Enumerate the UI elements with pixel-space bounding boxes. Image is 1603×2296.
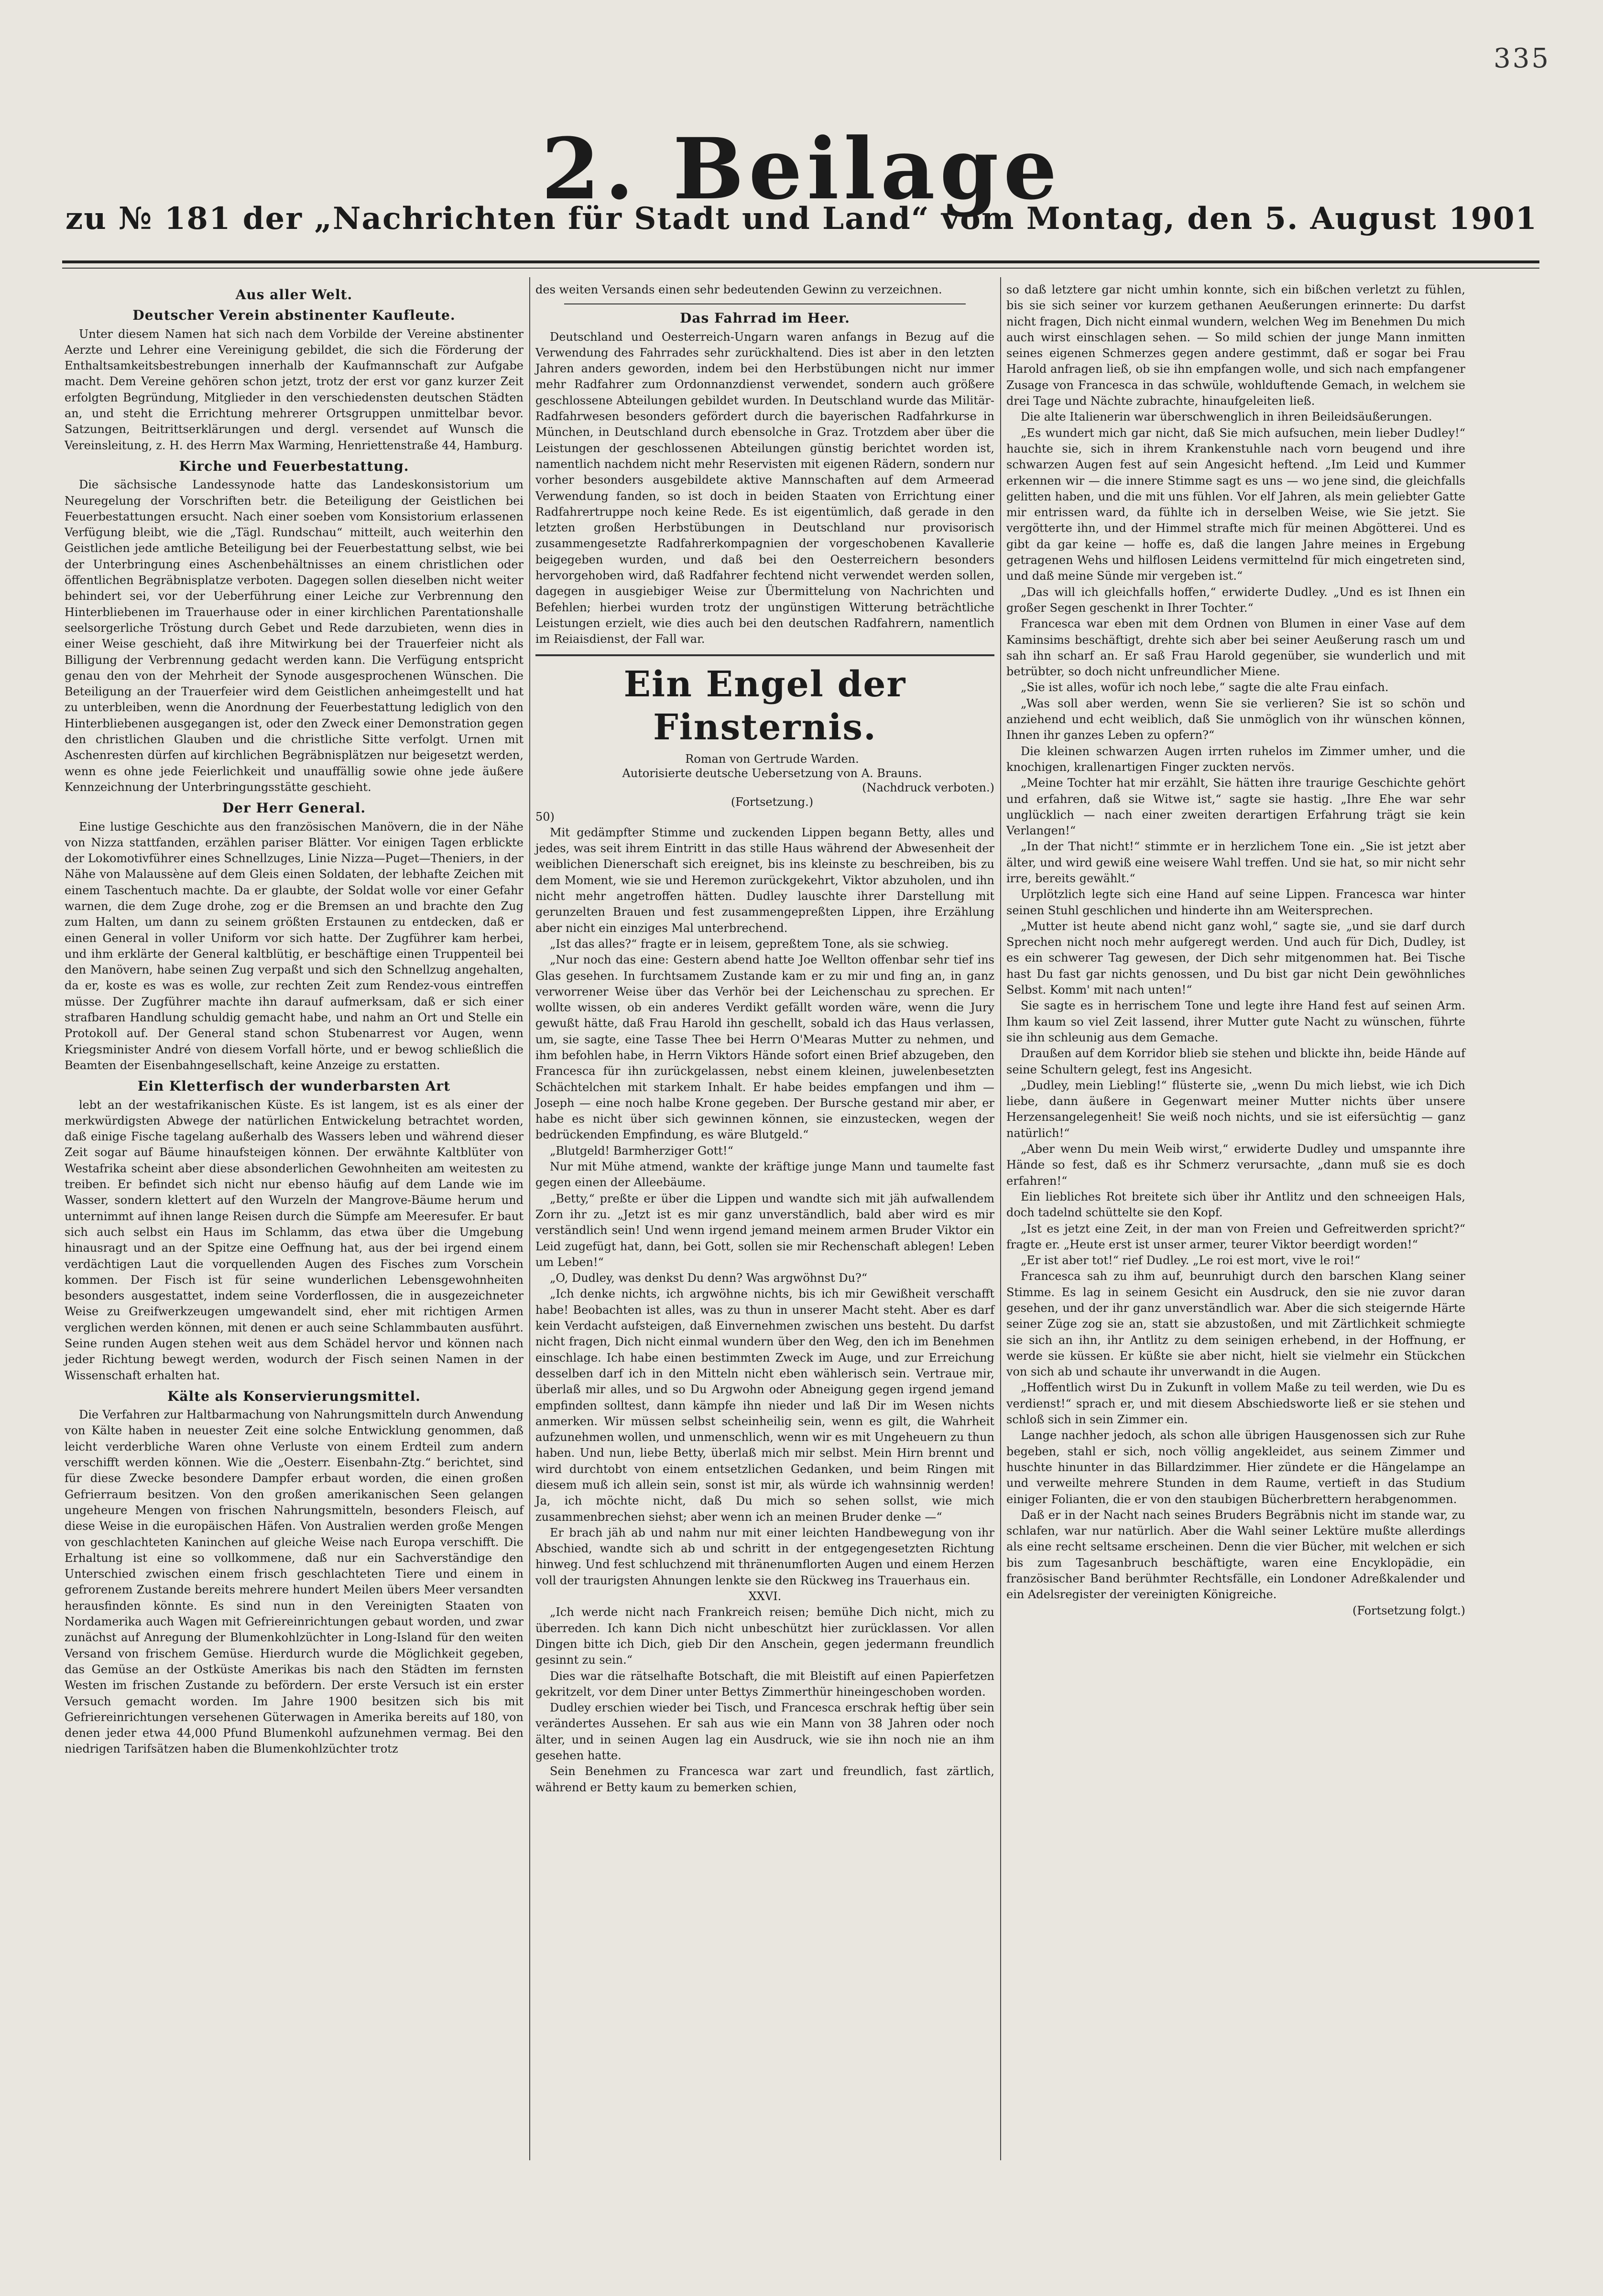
novel-paragraph: „Aber wenn Du mein Weib wirst,“ erwiderte Dudley und umspannte ihre Hände so fest, daß es ihr Schmerz verursachte, „dann muß sie es doch erfahren!“ <box>1006 1142 1465 1188</box>
separator <box>564 303 966 304</box>
article-text: Die sächsische Landessynode hatte das Landeskonsistorium um Neuregelung der Vorschriften betr. die Beteiligung der Geistlichen bei Feuerbestattungen ersucht. Nach einer soeben vom Konsistorium erlassenen Verfügung bleibt, wie die „Tägl. Rundschau“ mitteilt, auch weiterhin den Geistlichen jede amtliche Beteiligung bei der Feuerbestattung selbst, wie bei der Unterbringung eines Aschenbehältnisses an einem christlichen oder öffentlichen Begräbnisplatze verboten. Dagegen sollen dieselben nicht weiter behindert sei, vor der Ueberführung einer Leiche zur Verbrennung den Hinterbliebenen im Trauerhause oder in einer kirchlichen Parentationshalle seelsorgerliche Tröstung durch Gebet und Rede darzubieten, wenn dies in einer Weise geschieht, daß ihre Mitwirkung bei der Trauerfeier nicht als Billigung der Verbrennung gedacht werden kann. Die Verfügung entspricht genau den von der Mehrheit der Synode ausgesprochenen Wünschen. Die Beteiligung an der Trauerfeier wird dem Geistlichen anheimgestellt und hat zu unterbleiben, wenn die Anordnung der Feuerbestattung lediglich von den Hinterbliebenen ausgegangen ist, oder den Zweck einer Demonstration gegen den christlichen Glauben und die christliche Sitte verfolgt. Urnen mit Aschenresten dürfen auf kirchlichen Begräbnisplätzen nur beigesetzt werden, wenn es ohne jede Feierlichkeit und unauffällig sowie ohne jede äußere Kennzeichnung der Unterbringungsstätte geschieht. <box>65 478 523 794</box>
novel-paragraph: „Ich werde nicht nach Frankreich reisen; bemühe Dich nicht, mich zu überreden. Ich kann Dich nicht unbeschützt hier zurücklassen. Vor allen Dingen bitte ich Dich, gieb Dir den Anschein, gegen jedermann freundlich gesinnt zu sein.“ <box>535 1605 994 1667</box>
issue-line: zu № 181 der „Nachrichten für Stadt und Land“ vom Montag, den 5. August 1901 <box>65 201 1538 237</box>
column-1 <box>65 282 523 2098</box>
article-text: Deutschland und Oesterreich-Ungarn waren anfangs in Bezug auf die Verwendung des Fahrrades sehr zurückhaltend. Dies ist aber in den letzten Jahren anders geworden, indem bei den Herbstübungen nicht nur immer mehr Radfahrer zum Ordonnanzdienst verwendet, sondern auch größere geschlossene Abteilungen gebildet wurden. In Deutschland wurde das Militär-Radfahrwesen besonders gefördert durch die bayerischen Radfahrkurse in München, in Deutschland durch ebensolche in Graz. Trotzdem aber über die Leistungen der geschlossenen Abteilungen günstig berichtet worden ist, namentlich nachdem nicht mehr Reservisten mit eigenen Rädern, sondern nur vorher besonders ausgebildete aktive Mannschaften auf dem Armeerad Verwendung fanden, so ist doch in beiden Staaten von Errichtung einer Radfahrertruppe noch keine Rede. Es ist eigentümlich, daß gerade in den letzten großen Herbstübungen in Deutschland nur provisorisch zusammengesetzte Radfahrerkompagnien der vorgeschobenen Kavallerie beigegeben wurden, und daß bei den Oesterreichern besonders hervorgehoben wird, daß Radfahrer fechtend nicht verwendet werden sollen, dagegen in ausgiebiger Weise zur Übermittelung von Nachrichten und Befehlen; hierbei wurden trotz der ungünstigen Witterung beträchtliche Leistungen erzielt, wie dies auch bei den deutschen Radfahrern, namentlich im Reiaisdienst, der Fall war. <box>535 330 994 646</box>
novel-paragraph: „Sie ist alles, wofür ich noch lebe,“ sagte die alte Frau einfach. <box>1021 681 1389 694</box>
article-title: Das Fahrrad im Heer. <box>680 310 850 326</box>
novel-paragraph: Ein liebliches Rot breitete sich über ihr Antlitz und den schneeigen Hals, doch tadelnd schüttelte sie den Kopf. <box>1006 1190 1465 1220</box>
supplement-title: 2. Beilage <box>541 119 1062 218</box>
chapter-heading: XXVI. <box>748 1590 782 1603</box>
article-continuation: des weiten Versands einen sehr bedeutenden Gewinn zu verzeichnen. <box>535 283 942 296</box>
column-2 <box>535 282 994 1796</box>
novel-paragraph: Dudley erschien wieder bei Tisch, und Francesca erschrak heftig über sein verändertes Aussehen. Er sah aus wie ein Mann von 38 Jahren oder noch älter, und in seinen Augen lag ein Ausdruck, wie sie ihn noch nie an ihm gesehen hatte. <box>535 1701 994 1763</box>
novel-paragraph: Draußen auf dem Korridor blieb sie stehen und blickte ihn, beide Hände auf seine Schultern gelegt, fest ins Angesicht. <box>1006 1047 1465 1076</box>
section-title: Aus aller Welt. <box>235 287 353 303</box>
novel-paragraph: „Das will ich gleichfalls hoffen,“ erwiderte Dudley. „Und es ist Ihnen ein großer Segen geschenkt in Ihrer Tochter.“ <box>1006 585 1465 615</box>
novel-paragraph: Dies war die rätselhafte Botschaft, die mit Bleistift auf einen Papierfetzen gekritzelt, vor dem Diner unter Bettys Zimmerthür hineingeschoben worden. <box>535 1669 994 1699</box>
novel-paragraph: Die kleinen schwarzen Augen irrten ruhelos im Zimmer umher, und die knochigen, krallenartigen Finger zuckten nervös. <box>1006 744 1465 774</box>
novel-paragraph: „Er ist aber tot!“ rief Dudley. „Le roi est mort, vive le roi!“ <box>1021 1254 1361 1267</box>
article-title: Der Herr General. <box>222 800 366 816</box>
novel-paragraph: Die alte Italienerin war überschwenglich in ihren Beileidsäußerungen. <box>1021 410 1432 424</box>
novel-paragraph: Francesca sah zu ihm auf, beunruhigt durch den barschen Klang seiner Stimme. Es lag in seinem Gesicht ein Ausdruck, den sie nie zuvor daran gesehen, und der ihr ganz unverständlich war. Aber die sich steigernde Härte seiner Züge zog sie an, statt sie abzustoßen, und mit Zärtlichkeit schmiegte sie sich an ihn, ihr Antlitz zu dem seinigen erhebend, in der Hoffnung, er werde sie küssen. Er küßte sie aber nicht, hielt sie vielmehr ein Stückchen von sich ab und schaute ihr unverwandt in die Augen. <box>1006 1269 1465 1379</box>
article-title: Ein Kletterfisch der wunderbarsten Art <box>137 1078 451 1094</box>
novel-paragraph: „Was soll aber werden, wenn Sie sie verlieren? Sie ist so schön und anziehend und echt weiblich, daß Sie unmöglich von ihr wünschen können, Ihnen ihr ganzes Leben zu opfern?“ <box>1006 696 1465 742</box>
novel-paragraph: Mit gedämpfter Stimme und zuckenden Lippen begann Betty, alles und jedes, was seit ihrem Eintritt in das stille Haus während der Abwesenheit der weiblichen Dienerschaft sich ereignet, bis ins kleinste zu beschreiben, bis zu dem Moment, wie sie und Heremon zurückgekehrt, Viktor abzuholen, und ihn nicht mehr angetroffen hätten. Dudley lauschte ihrer Darstellung mit gerunzelten Brauen und fest zusammengepreßten Lippen, ihre Erzählung aber nicht ein einziges Mal unterbrechend. <box>535 825 994 935</box>
novel-translator: Autorisierte deutsche Uebersetzung von A. Brauns. <box>622 766 922 780</box>
reprint-notice: (Nachdruck verboten.) <box>862 780 994 794</box>
novel-paragraph: „Es wundert mich gar nicht, daß Sie mich aufsuchen, mein lieber Dudley!“ hauchte sie, sich in ihrem Krankenstuhle nach vorn beugend und ihre schwarzen Augen fest auf sein Angesicht heftend. „Im Leid und Kummer erkennen wir — die innere Stimme sagt es uns — wo jene sind, die gleichfalls gelitten haben, und die mit uns fühlen. Vor elf Jahren, als mein geliebter Gatte mir entrissen ward, da fühlte ich in derselben Weise, wie Sie jetzt. Sie vergötterte ihn, und der Himmel strafte mich für meinen Abgötterei. Und es gibt da gar keine — hoffe es, daß die langen Jahre meines in Ergebung getragenen Wehs und hilflosen Leidens vermittelnd für mich eingetreten sind, und daß meine Sünde mir vergeben ist.“ <box>1006 426 1465 583</box>
novel-paragraph: Er brach jäh ab und nahm nur mit einer leichten Handbewegung von ihr Abschied, wandte sich ab und schritt in der entgegengesetzten Richtung hinweg. Und fest schluchzend mit thränenumflorten Augen und einem Herzen voll der traurigsten Ahnungen lenkte sie den Rückweg ins Trauerhaus ein. <box>535 1526 994 1587</box>
novel-paragraph: „Mutter ist heute abend nicht ganz wohl,“ sagte sie, „und sie darf durch Sprechen nicht noch mehr aufgeregt werden. Und auch für Dich, Dudley, ist es ein schwerer Tag gewesen, der Dich sehr mitgenommen hat. Bei Tische hast Du fast gar nichts genossen, und Du bist gar nicht Dein gewöhnliches Selbst. Komm' mit nach unten!“ <box>1006 919 1465 997</box>
article-title: Kälte als Konservierungsmittel. <box>167 1388 421 1404</box>
novel-paragraph: Sein Benehmen zu Francesca war zart und freundlich, fast zärtlich, während er Betty kaum zu bemerken schien, <box>535 1765 994 1794</box>
novel-paragraph: „Hoffentlich wirst Du in Zukunft in vollem Maße zu teil werden, wie Du es verdienst!“ sprach er, und mit diesem Abschiedsworte ließ er sie stehen und schloß sich in sein Zimmer ein. <box>1006 1381 1465 1427</box>
article-text: Die Verfahren zur Haltbarmachung von Nahrungsmitteln durch Anwendung von Kälte haben in neuester Zeit eine solche Entwicklung genommen, daß leicht verderbliche Waren ohne Verluste von einem Erdteil zum andern verschifft werden können. Wie die „Oesterr. Eisenbahn-Ztg.“ berichtet, sind für diese Zwecke besondere Dampfer erbaut worden, die einen großen Gefrierraum besitzen. Von den großen amerikanischen Seen gelangen ungeheure Mengen von frischen Nahrungsmitteln, besonders Fleisch, auf diese Weise in die europäischen Häfen. Von Australien werden große Mengen von geschlachteten Kaninchen auf gleiche Weise nach Europa verschifft. Die Erhaltung ist eine so vollkommene, daß nur ein Sachverständige den Unterschied zwischen einem frisch geschlachteten Tiere und einem in gefrorenem Zustande bereits mehrere hundert Meilen übers Meer versandten herausfinden könnte. Es sind nun in den Vereinigten Staaten von Nordamerika auch Wagen mit Gefriereinrichtungen gebaut worden, und zwar zunächst auf Anregung der Blumenkohlzüchter in Long-Island für den weiten Versand von frischem Gemüse. Hierdurch wurde die Möglichkeit gegeben, das Gemüse an der Ostküste Amerikas bis nach den Städten im fernsten Westen im frischen Zustande zu befördern. Der erste Versuch ist ein erster Versuch gemacht worden. Im Jahre 1900 besitzen sich bis mit Gefriereinrichtungen versehenen Güterwagen in Amerika bereits auf 180, von denen jeder etwa 44,000 Pfund Blumenkohl aufzunehmen vermag. Bei den niedrigen Tarifsätzen haben die Blumenkohlzüchter trotz <box>65 1408 523 1756</box>
novel-author: Roman von Gertrude Warden. <box>685 752 859 766</box>
novel-paragraph: „Betty,“ preßte er über die Lippen und wandte sich mit jäh aufwallendem Zorn ihr zu. „Jetzt ist es mir ganz unverständlich, bald aber wird es mir verständlich sein! Und wenn irgend jemand meinem armen Bruder Viktor ein Leid zugefügt hat, dann, bei Gott, sollen sie mir Rechenschaft ablegen! Leben um Leben!“ <box>535 1191 994 1269</box>
novel-paragraph: „Ist es jetzt eine Zeit, in der man von Freien und Gefreitwerden spricht?“ fragte er. „Heute erst ist unser armer, teurer Viktor beerdigt worden!“ <box>1006 1222 1465 1251</box>
article-title: Deutscher Verein abstinenter Kaufleute. <box>132 307 456 324</box>
novel-paragraph: „Meine Tochter hat mir erzählt, Sie hätten ihre traurige Geschichte gehört und erfahren, daß sie Witwe ist,“ sagte sie hastig. „Ihre Ehe war sehr unglücklich — nach einer zweiten derartigen Erfahrung trägt sie kein Verlangen!“ <box>1006 776 1465 838</box>
novel-paragraph: „Nur noch das eine: Gestern abend hatte Joe Wellton offenbar sehr tief ins Glas gesehen. In furchtsamem Zustande kam er zu mir und fing an, in ganz verworrener Weise über das Verhör bei der Leichenschau zu sprechen. Er wollte wissen, ob ein anderes Verdikt gefällt worden wäre, wenn die Jury gewußt hätte, daß Frau Harold ihn geschellt, sobald ich das Haus verlassen, um, sie sagte, eine Tasse Thee bei Herrn O'Mearas Mutter zu nehmen, und ihm befohlen habe, in Herrn Viktors Hände sofort einen Brief abzugeben, den Francesca für ihn zurückgelassen, nebst einem kleinen, juwelenbesetzten Schächtelchen mit starkem Inhalt. Er habe beides empfangen und ihm — Joseph — eine noch halbe Krone gegeben. Der Bursche gestand mir aber, er habe es nicht über sich gewinnen können, sie einzustecken, wegen der bedrückenden Empfindung, es wäre Blutgeld.“ <box>535 953 994 1142</box>
novel-paragraph: Daß er in der Nacht nach seines Bruders Begräbnis nicht im stande war, zu schlafen, war nur natürlich. Aber die Wahl seiner Lektüre mußte allerdings als eine recht seltsame erscheinen. Denn die vier Bücher, mit welchen er sich bis zum Tagesanbruch beschäftigte, waren eine Encyklopädie, ein französischer Band berühmter Rechtsfälle, ein Londoner Adreßkalender und ein Adelsregister der vereinigten Königreiche. <box>1006 1508 1465 1602</box>
continuation-label: (Fortsetzung.) <box>731 795 814 809</box>
novel-paragraph: „O, Dudley, was denkst Du denn? Was argwöhnst Du?“ <box>550 1271 868 1285</box>
novel-paragraph: Lange nachher jedoch, als schon alle übrigen Hausgenossen sich zur Ruhe begeben, stahl er sich, noch völlig angekleidet, aus seinem Zimmer und huschte hinunter in das Billardzimmer. Hier zündete er die Hängelampe an und verweilte mehrere Stunden in dem Raume, vertieft in das Studium einiger Folianten, die er von den staubigen Bücherbrettern herabgenommen. <box>1006 1429 1465 1506</box>
header-rule-thick <box>62 260 1539 263</box>
page-number: 335 <box>1494 43 1550 74</box>
novel-paragraph: Nur mit Mühe atmend, wankte der kräftige junge Mann und taumelte fast gegen einen der Alleebäume. <box>535 1160 994 1190</box>
novel-title: Ein Engel der Finsternis. <box>623 663 906 748</box>
article-text: Eine lustige Geschichte aus den französischen Manövern, die in der Nähe von Nizza stattfanden, erzählen pariser Blätter. Vor einigen Tagen erblickte der Lokomotivführer eines Schnellzuges, Linie Nizza—Puget—Theniers, in der Nähe von Malaussène auf dem Gleis einen Soldaten, der lebhafte Zeichen mit einem Taschentuch machte. Da er glaubte, der Soldat wolle vor einer Gefahr warnen, die dem Zuge drohe, zog er die Bremsen an und brachte den Zug zum Halten, um dann zu seinem größten Erstaunen zu entdecken, daß er einen General in voller Uniform vor sich hatte. Der Zugführer kam herbei, und ihm erklärte der General kaltblütig, er beschäftige einen Truppenteil bei den Manövern, habe seinen Zug verpaßt und sich den Schnellzug angehalten, da er, koste es was es wolle, zur rechten Zeit zum Rendez-vous eintreffen müsse. Der Zugführer machte ihn darauf aufmerksam, daß er sich einer strafbaren Handlung schuldig gemacht habe, und nahm an Ort und Stelle ein Protokoll auf. Der General stand schon Stubenarrest vor Augen, wenn Kriegsminister André von diesem Vorfall hörte, und er bewog schließlich die Beamten der Eisenbahngesellschaft, keine Anzeige zu erstatten. <box>65 820 523 1072</box>
installment-number: 50) <box>535 810 555 823</box>
to-be-continued: (Fortsetzung folgt.) <box>1352 1603 1465 1617</box>
column-3 <box>1006 282 1465 1619</box>
separator <box>535 654 994 656</box>
novel-paragraph: Sie sagte es in herrischem Tone und legte ihre Hand fest auf seinen Arm. Ihm kaum so viel Zeit lassend, ihrer Mutter gute Nacht zu wünschen, führte sie ihn schleunig aus dem Gemache. <box>1006 999 1465 1044</box>
article-text: Unter diesem Namen hat sich nach dem Vorbilde der Vereine abstinenter Aerzte und Lehrer eine Vereinigung gebildet, die sich die Förderung der Enthaltsamkeitsbestrebungen innerhalb der Kaufmannschaft zur Aufgabe macht. Dem Vereine gehören schon jetzt, trotz der erst vor ganz kurzer Zeit erfolgten Begründung, Mitglieder in den verschiedensten deutschen Städten an, und steht die Errichtung mehrerer Ortsgruppen unmittelbar bevor. Satzungen, Beitrittserklärungen und dergl. versendet auf Wunsch die Vereinsleitung, z. H. des Herrn Max Warming, Henriettenstraße 44, Hamburg. <box>65 327 523 452</box>
novel-paragraph: „Blutgeld! Barmherziger Gott!“ <box>550 1144 733 1158</box>
article-text: lebt an der westafrikanischen Küste. Es ist langem, ist es als einer der merkwürdigsten Abwege der natürlichen Entwickelung betrachtet worden, daß einige Fische tagelang außerhalb des Wassers leben und während dieser Zeit sogar auf Bäume hinaufsteigen können. Der erwähnte Kaltblüter von Westafrika scheint aber diese absonderlichen Gewohnheiten am weitesten zu treiben. Er befindet sich nicht nur ebenso häufig auf dem Lande wie im Wasser, sondern klettert auf den Wurzeln der Mangrove-Bäume herum und unternimmt auf ihnen lange Reisen durch die Sümpfe am Meeresufer. Er baut sich auch selbst ein Haus im Schlamm, das etwa über die Umgebung hinausragt und an der Spitze eine Oeffnung hat, aus der bei irgend einem verdächtigen Laut die vorquellenden Augen des Fisches zum Vorschein kommen. Der Fisch ist für seine wunderlichen Lebensgewohnheiten besonders ausgestattet, indem seine Vorderflossen, die in ausgezeichneter Weise zu Greifwerkzeugen umgewandelt sind, eher mit richtigen Armen verglichen werden können, mit denen er auch seine Schlammbauten ausführt. Seine runden Augen stehen weit aus dem Schädel hervor und können nach jeder Richtung bewegt werden, wodurch der Fisch seinen Namen in der Wissenschaft erhalten hat. <box>65 1098 523 1382</box>
column-divider-1 <box>529 277 530 2160</box>
novel-paragraph: Urplötzlich legte sich eine Hand auf seine Lippen. Francesca war hinter seinen Stuhl geschlichen und hinderte ihn am Weitersprechen. <box>1006 888 1465 917</box>
column-divider-2 <box>1000 277 1001 2160</box>
novel-paragraph: „Ist das alles?“ fragte er in leisem, gepreßtem Tone, als sie schwieg. <box>550 937 949 951</box>
novel-paragraph: Francesca war eben mit dem Ordnen von Blumen in einer Vase auf dem Kaminsims beschäftigt, drehte sich aber bei seiner Aeußerung rasch um und sah ihn scharf an. Er saß Frau Harold gegenüber, sie wunderlich und mit betrübter, so doch nicht unfreundlicher Miene. <box>1006 617 1465 679</box>
header-rule-thin <box>62 268 1539 269</box>
novel-paragraph: so daß letztere gar nicht umhin konnte, sich ein bißchen verletzt zu fühlen, bis sie sich seiner vor kurzem gethanen Aeußerungen erinnerte: Du darfst nicht fragen, Dich nicht einmal wundern, welchen Weg im Benehmen Du mich auch wirst einschlagen sehen. — So mild schien der junge Mann inmitten seines eigenen Schmerzes gegen andere gestimmt, daß er sogar bei Frau Harold anfragen ließ, ob sie ihn empfangen wolle, und sich nach empfangener Zusage von Francesca in das schwüle, wohlduftende Gemach, in welchem sie drei Tage und Nächte zubrachte, hinaufgeleiten ließ. <box>1006 283 1465 408</box>
article-title: Kirche und Feuerbestattung. <box>179 458 409 474</box>
novel-paragraph: „Ich denke nichts, ich argwöhne nichts, bis ich mir Gewißheit verschafft habe! Beobachten ist alles, was zu thun in unserer Macht steht. Aber es darf kein Verdacht aufsteigen, daß Einvernehmen zwischen uns besteht. Du darfst nicht fragen, Dich nicht einmal wundern über den Weg, den ich im Benehmen einschlage. Ich habe einen bestimmten Zweck im Auge, und zur Erreichung desselben darf ich in den Mitteln nicht eben wählerisch sein. Vertraue mir, überlaß mir alles, und so Du Argwohn oder Abneigung gegen irgend jemand empfinden solltest, dann kämpfe ihn nieder und laß Dir im Wesen nichts anmerken. Wir müssen selbst scheinheilig sein, wenn es gilt, die Wahrheit aufzunehmen wollen, und unmenschlich, wenn wir es mit Ungeheuern zu thun haben. Und nun, liebe Betty, überlaß mich mir selbst. Mein Hirn brennt und wird durchtobt von einem entsetzlichen Gedanken, und beim Ringen mit diesem muß ich allein sein, sonst ist mir, als würde ich wahnsinnig werden! Ja, ich möchte nicht, daß Du mich so sehen sollst, wie mich zusammenbrechen siehst; aber wenn ich an meinen Bruder denke —“ <box>535 1287 994 1524</box>
novel-paragraph: „In der That nicht!“ stimmte er in herzlichem Tone ein. „Sie ist jetzt aber älter, und wird gewiß eine weisere Wahl treffen. Und sie hat, so mir nicht sehr irre, bereits gewählt.“ <box>1006 840 1465 885</box>
novel-paragraph: „Dudley, mein Liebling!“ flüsterte sie, „wenn Du mich liebst, wie ich Dich liebe, dann äußere in Gegenwart meiner Mutter nichts über unsere Herzensangelegenheit! Sie weiß noch nichts, und sie ist eifersüchtig — ganz natürlich!“ <box>1006 1078 1465 1140</box>
